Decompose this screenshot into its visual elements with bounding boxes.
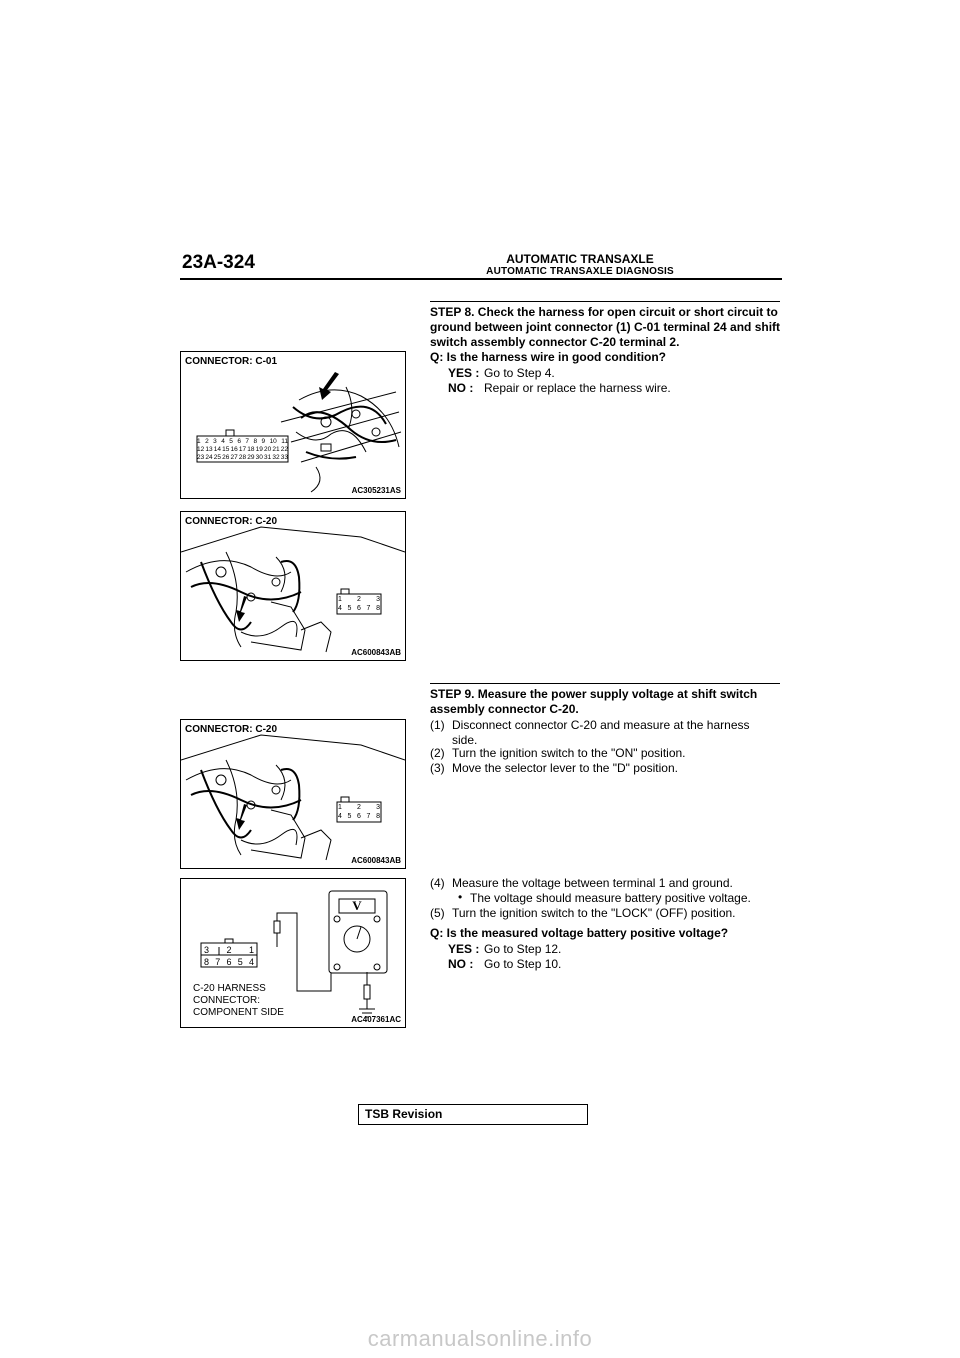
figure-connector-c20 <box>180 511 406 661</box>
figure-code: AC407361AC <box>351 1015 401 1024</box>
connector-pin: 6 <box>357 605 361 612</box>
header-rule <box>180 278 782 280</box>
step9-item-num: (5) <box>430 906 445 920</box>
step8-no-text: Repair or replace the harness wire. <box>484 381 671 395</box>
harness-illustration <box>181 512 405 660</box>
connector-pin: 8 <box>253 438 258 445</box>
step8-rule <box>430 301 780 302</box>
step9-no-text: Go to Step 10. <box>484 957 562 971</box>
connector-pin: 6 <box>357 813 361 820</box>
caption-line: CONNECTOR: <box>193 995 261 1006</box>
connector-pin: 12 <box>197 446 205 453</box>
connector-pin: 24 <box>205 454 213 461</box>
step8-question: Q: Is the harness wire in good condition? <box>430 350 667 364</box>
connector-pin: 1 <box>197 438 201 445</box>
step9-question: Q: Is the measured voltage battery positive voltage? <box>430 926 729 940</box>
connector-pin: 8 <box>376 813 380 820</box>
connector-pin: 33 <box>280 454 288 461</box>
connector-pin: 8 <box>204 957 210 967</box>
connector-pin: 4 <box>221 438 225 445</box>
connector-pin: 23 <box>197 454 205 461</box>
step9-item-text: Disconnect connector C-20 and measure at the harness side. <box>452 718 750 747</box>
bullet-icon: • <box>458 890 463 904</box>
section-title: AUTOMATIC TRANSAXLE <box>506 252 654 266</box>
harness-illustration <box>181 720 405 868</box>
connector-pin: 2 <box>357 596 361 603</box>
connector-pin: 4 <box>338 605 342 612</box>
connector-pin: 8 <box>376 605 380 612</box>
connector-pin: 29 <box>247 454 255 461</box>
connector-pin: 1 <box>248 945 254 955</box>
caption-line: COMPONENT SIDE <box>193 1007 284 1018</box>
connector-pin: 5 <box>347 605 352 612</box>
step9-yes-text: Go to Step 12. <box>484 942 562 956</box>
step9-heading: STEP 9. Measure the power supply voltage at shift switch assembly connector C-20. <box>430 687 758 716</box>
connector-pin: 3 <box>213 438 217 445</box>
connector-pin: 17 <box>238 446 247 453</box>
connector-pin: 9 <box>261 438 266 445</box>
connector-pin: 30 <box>255 454 263 461</box>
step9-item-num: (2) <box>430 746 445 760</box>
step9-item-text: Turn the ignition switch to the "ON" position. <box>452 746 686 760</box>
figure-voltmeter <box>180 878 406 1028</box>
connector-pin: 22 <box>280 446 288 453</box>
step9-rule <box>430 683 780 684</box>
connector-pin: 6 <box>237 438 241 445</box>
connector-pin: 21 <box>272 446 280 453</box>
pin-row <box>202 956 256 968</box>
step9-item-text: Turn the ignition switch to the "LOCK" (OFF) position. <box>452 906 736 920</box>
connector-pinout <box>338 803 380 821</box>
figure-connector-c01 <box>180 351 406 499</box>
pin-row <box>338 595 380 604</box>
connector-pin: 3 <box>376 804 380 811</box>
connector-pin: 27 <box>230 454 238 461</box>
connector-pin: 10 <box>269 438 277 445</box>
connector-pin: 7 <box>366 813 371 820</box>
pin-row <box>338 803 380 812</box>
step9-item-num: (3) <box>430 761 445 775</box>
connector-pin: 4 <box>248 957 254 967</box>
step9-item-num: (4) <box>430 876 445 890</box>
connector-pin: 7 <box>245 438 249 445</box>
step9-item-text: Measure the voltage between terminal 1 and ground. <box>452 876 733 890</box>
figure-title: CONNECTOR: C-20 <box>185 516 278 527</box>
connector-pin: 26 <box>222 454 230 461</box>
section-subtitle: AUTOMATIC TRANSAXLE DIAGNOSIS <box>486 266 674 277</box>
connector-pin: 25 <box>213 454 221 461</box>
figure-title: CONNECTOR: C-01 <box>185 356 278 367</box>
pin-row <box>197 446 288 454</box>
figure-connector-c20-measure <box>180 719 406 869</box>
connector-pin: 6 <box>226 957 232 967</box>
connector-pin: 5 <box>347 813 352 820</box>
step9-item-num: (1) <box>430 718 445 732</box>
connector-pin: 2 <box>357 804 361 811</box>
connector-pin: 5 <box>229 438 233 445</box>
tsb-revision-label: TSB Revision <box>365 1107 443 1121</box>
connector-pin: 4 <box>338 813 342 820</box>
connector-pin: 2 <box>205 438 209 445</box>
connector-pin: 2 <box>226 945 232 955</box>
caption-line: C-20 HARNESS <box>193 983 266 994</box>
figure-code: AC305231AS <box>351 486 401 495</box>
page-code: 23A-324 <box>182 252 255 273</box>
pin-row <box>197 438 288 446</box>
harness-illustration <box>181 352 405 498</box>
figure-title: CONNECTOR: C-20 <box>185 724 278 735</box>
connector-pinout <box>338 595 380 613</box>
connector-pin: 7 <box>366 605 371 612</box>
connector-pin: 31 <box>264 454 272 461</box>
figure-code: AC600843AB <box>351 856 401 865</box>
connector-pin: 14 <box>213 446 221 453</box>
figure-caption <box>193 983 284 1019</box>
step9-yes-label: YES : <box>448 942 480 956</box>
step9-no-label: NO : <box>448 957 474 971</box>
step8-no-label: NO : <box>448 381 474 395</box>
pin-row <box>197 454 288 462</box>
meter-display-symbol: V <box>352 898 362 913</box>
connector-pin: 18 <box>247 446 255 453</box>
step9-item-text: Move the selector lever to the "D" position. <box>452 761 678 775</box>
connector-pin: 1 <box>338 596 342 603</box>
step8-heading: STEP 8. Check the harness for open circuit or short circuit to ground between joint connector (1) C-01 terminal 24 and shift switch assembly connector C-20 terminal 2. <box>430 305 781 349</box>
step9-bullet-text: The voltage should measure battery positive voltage. <box>470 891 751 905</box>
connector-pinout <box>202 944 256 968</box>
connector-pin: 1 <box>338 804 342 811</box>
connector-pin: 3 <box>376 596 380 603</box>
connector-pin: 11 <box>281 438 288 445</box>
step8-yes-text: Go to Step 4. <box>484 366 555 380</box>
connector-pin: 5 <box>237 957 243 967</box>
step8-yes-label: YES : <box>448 366 480 380</box>
tsb-revision-box <box>358 1104 588 1125</box>
connector-pinout <box>197 438 288 462</box>
connector-pin: 20 <box>264 446 272 453</box>
pin-row <box>338 812 380 821</box>
watermark: carmanualsonline.info <box>367 1326 593 1351</box>
pin-row <box>202 944 256 956</box>
connector-pin: 19 <box>255 446 263 453</box>
connector-pin: 28 <box>238 454 247 461</box>
connector-pin: 32 <box>272 454 280 461</box>
connector-pin: 13 <box>205 446 213 453</box>
connector-pin: 3 <box>204 945 210 955</box>
connector-pin: 7 <box>215 957 221 967</box>
pin-row <box>338 604 380 613</box>
figure-code: AC600843AB <box>351 648 401 657</box>
connector-pin: 15 <box>222 446 230 453</box>
connector-pin: 16 <box>230 446 238 453</box>
